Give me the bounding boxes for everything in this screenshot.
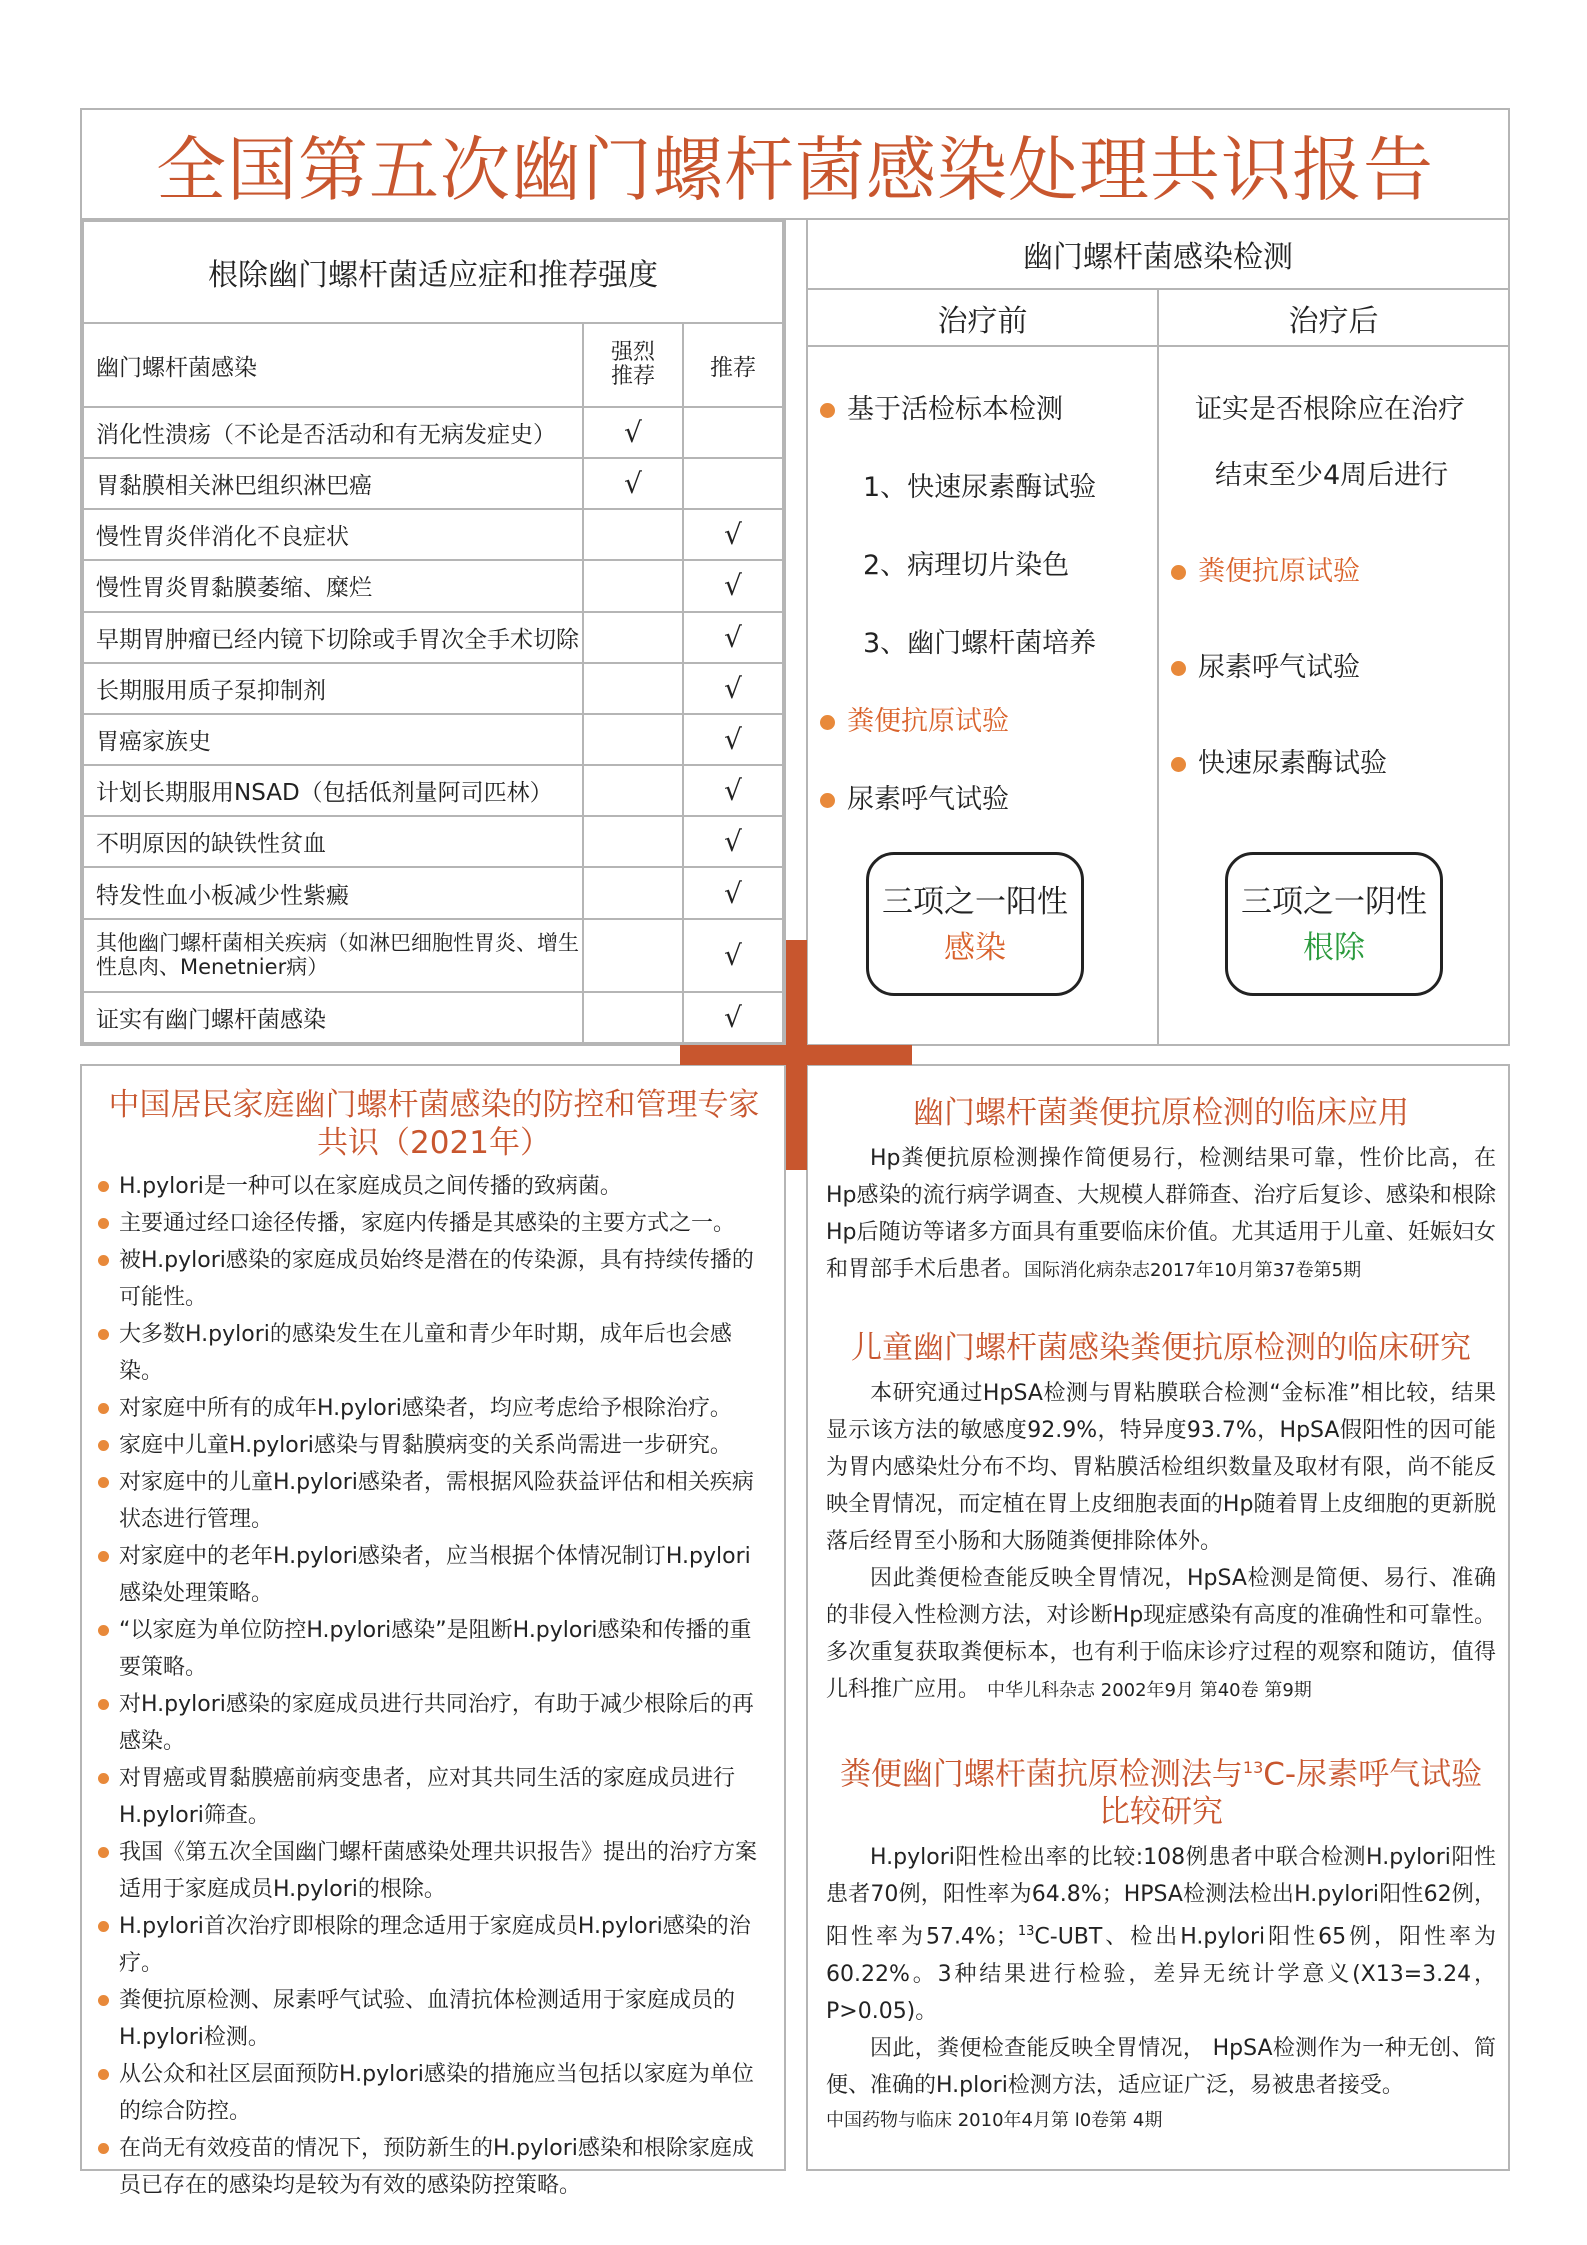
- result-positive-box: 三项之一阳性 感染: [866, 852, 1084, 996]
- list-item: 粪便抗原试验: [1171, 549, 1360, 588]
- after-treatment-header: 治疗后: [1288, 303, 1379, 339]
- col-header-name: 幽门螺杆菌感染: [83, 323, 583, 406]
- strong-check: [583, 714, 683, 765]
- article-title: 儿童幽门螺杆菌感染粪便抗原检测的临床研究: [851, 1330, 1471, 1366]
- list-item: 从公众和社区层面预防H.pylori感染的措施应当包括以家庭为单位的综合防控。: [98, 2056, 770, 2130]
- citation: 中华儿科杂志 2002年9月 第40卷 第9期: [987, 1680, 1312, 1701]
- rec-check: √: [683, 867, 783, 918]
- strong-check: √: [583, 407, 683, 458]
- indication-name: 计划长期服用NSAD（包括低剂量阿司匹林）: [83, 765, 583, 816]
- article-title: 幽门螺杆菌粪便抗原检测的临床应用: [913, 1095, 1409, 1131]
- bullet-icon: [98, 2069, 109, 2080]
- list-item: 快速尿素酶试验: [1171, 741, 1387, 780]
- detection-panel: [806, 218, 1510, 1046]
- bullet-icon: [98, 2143, 109, 2154]
- bullet-icon: [98, 1699, 109, 1710]
- bullet-icon: [98, 1995, 109, 2006]
- bullet-icon: [98, 1329, 109, 1340]
- bullet-icon: [1171, 565, 1186, 580]
- indication-name: 特发性血小板减少性紫癜: [83, 867, 583, 918]
- strong-check: [583, 612, 683, 663]
- list-item: 家庭中儿童H.pylori感染与胃黏膜病变的关系尚需进一步研究。: [98, 1427, 770, 1464]
- article-paragraph: 因此粪便检查能反映全胃情况，HpSA检测是简便、易行、准确的非侵入性检测方法，对诊断Hp现症感染有高度的准确性和可靠性。多次重复获取粪便标本，也有利于临床诊疗过程的观察和随访，值得儿科推广应用。: [826, 1566, 1496, 1702]
- list-item: 1、快速尿素酶试验: [863, 472, 1097, 503]
- list-item: H.pylori是一种可以在家庭成员之间传播的致病菌。: [98, 1168, 770, 1205]
- indication-name: 早期胃肿瘤已经内镜下切除或手胃次全手术切除: [83, 612, 583, 663]
- rec-check: √: [683, 765, 783, 816]
- article-title: 粪便幽门螺杆菌抗原检测法与$^{13}$C-尿素呼气试验比较研究: [839, 1756, 1483, 1831]
- strong-check: √: [583, 458, 683, 509]
- list-item: 对家庭中所有的成年H.pylori感染者，均应考虑给予根除治疗。: [98, 1390, 770, 1427]
- indications-heading: 根除幽门螺杆菌适应症和推荐强度: [83, 221, 783, 323]
- indication-name: 不明原因的缺铁性贫血: [83, 816, 583, 867]
- bullet-icon: [1171, 661, 1186, 676]
- list-item: H.pylori首次治疗即根除的理念适用于家庭成员H.pylori感染的治疗。: [98, 1908, 770, 1982]
- bullet-icon: [98, 1440, 109, 1451]
- result-negative-box: 三项之一阴性 根除: [1225, 852, 1443, 996]
- rec-check: √: [683, 560, 783, 611]
- list-item: 被H.pylori感染的家庭成员始终是潜在的传染源，具有持续传播的可能性。: [98, 1242, 770, 1316]
- bullet-icon: [98, 1921, 109, 1932]
- strong-check: [583, 765, 683, 816]
- note-text: 证实是否根除应在治疗: [1195, 394, 1465, 425]
- strong-check: [583, 509, 683, 560]
- before-column: [808, 347, 1159, 1044]
- bullet-icon: [98, 1403, 109, 1414]
- list-item: 3、幽门螺杆菌培养: [863, 628, 1097, 659]
- rec-check: √: [683, 509, 783, 560]
- family-consensus-panel: [80, 1064, 786, 2198]
- citation: 国际消化病杂志2017年10月第37卷第5期: [1024, 1260, 1362, 1281]
- article-paragraph: 因此，粪便检查能反映全胃情况， HpSA检测作为一种无创、简便、准确的H.plori检测方法，适应证广泛，易被患者接受。: [826, 2035, 1496, 2098]
- rec-check: √: [683, 816, 783, 867]
- after-column: [1159, 347, 1508, 1044]
- indication-name: 慢性胃炎胃黏膜萎缩、糜烂: [83, 560, 583, 611]
- citation: 中国药物与临床 2010年4月第 l0卷第 4期: [826, 2109, 1163, 2131]
- rec-check: √: [683, 919, 783, 992]
- title-box: [80, 108, 1510, 220]
- bullet-icon: [98, 1181, 109, 1192]
- list-item: 粪便抗原试验: [820, 699, 1009, 738]
- indication-name: 胃癌家族史: [83, 714, 583, 765]
- bullet-icon: [98, 1773, 109, 1784]
- table-row: [83, 765, 783, 816]
- indication-name: 其他幽门螺杆菌相关疾病（如淋巴细胞性胃炎、增生性息肉、Menetnier病）: [83, 919, 583, 992]
- bullet-icon: [98, 1625, 109, 1636]
- list-item: 在尚无有效疫苗的情况下，预防新生的H.pylori感染和根除家庭成员已存在的感染均是较为有效的感染防控策略。: [98, 2130, 770, 2204]
- list-item: 基于活检标本检测: [820, 387, 1063, 426]
- strong-check: [583, 663, 683, 714]
- bullet-icon: [98, 1551, 109, 1562]
- list-item: 对家庭中的老年H.pylori感染者，应当根据个体情况制订H.pylori感染处理策略。: [98, 1538, 770, 1612]
- rec-check: [683, 458, 783, 509]
- table-row: [83, 919, 783, 992]
- table-row: [83, 509, 783, 560]
- strong-check: [583, 992, 683, 1043]
- rec-check: √: [683, 612, 783, 663]
- list-item: 主要通过经口途径传播，家庭内传播是其感染的主要方式之一。: [98, 1205, 770, 1242]
- indication-name: 慢性胃炎伴消化不良症状: [83, 509, 583, 560]
- table-row: [83, 867, 783, 918]
- articles-panel: [806, 1064, 1510, 2171]
- table-row: [83, 714, 783, 765]
- list-item: 尿素呼气试验: [1171, 645, 1360, 684]
- strong-check: [583, 560, 683, 611]
- rec-check: √: [683, 992, 783, 1043]
- bullet-icon: [820, 403, 835, 418]
- indication-name: 长期服用质子泵抑制剂: [83, 663, 583, 714]
- indication-name: 证实有幽门螺杆菌感染: [83, 992, 583, 1043]
- table-row: [83, 816, 783, 867]
- detection-heading: 幽门螺杆菌感染检测: [808, 220, 1508, 290]
- table-row: [83, 663, 783, 714]
- article-paragraph: Hp粪便抗原检测操作简便易行，检测结果可靠，性价比高，在Hp感染的流行病学调查、大规模人群筛查、治疗后复诊、感染和根除Hp后随访等诸多方面具有重要临床价值。尤其适用于儿童、妊娠妇女和胃部手术后患者。: [826, 1146, 1496, 1282]
- bullet-icon: [820, 793, 835, 808]
- before-treatment-header: 治疗前: [808, 290, 1159, 345]
- list-item: 对H.pylori感染的家庭成员进行共同治疗，有助于减少根除后的再感染。: [98, 1686, 770, 1760]
- table-row: [83, 992, 783, 1043]
- rec-check: √: [683, 714, 783, 765]
- strong-check: [583, 867, 683, 918]
- indication-name: 胃黏膜相关淋巴组织淋巴癌: [83, 458, 583, 509]
- list-item: 我国《第五次全国幽门螺杆菌感染处理共识报告》提出的治疗方案适用于家庭成员H.pylori的根除。: [98, 1834, 770, 1908]
- bullet-icon: [98, 1255, 109, 1266]
- article-paragraph: 本研究通过HpSA检测与胃粘膜联合检测“金标准”相比较，结果显示该方法的敏感度92.9%，特异度93.7%，HpSA假阳性的因可能为胃内感染灶分布不均、胃粘膜活检组织数量及取材有限，尚不能反映全胃情况，而定植在胃上皮细胞表面的Hp随着胃上皮细胞的更新脱落后经胃至小肠和大肠随粪便排除体外。: [826, 1381, 1496, 1554]
- col-header-rec: 推荐: [683, 323, 783, 406]
- article-paragraph: H.pylori阳性检出率的比较:108例患者中联合检测H.pylori阳性患者70例，阳性率为64.8%；HPSA检测法检出H.pylori阳性62例，阳性率为57.4%；$^{13}$C-UBT、检出H.pylori阳性65例，阳性率为60.22%。3种结果进行检验，差异无统计学意义(X13=3.24，P>0.05)。: [826, 1845, 1497, 2024]
- list-item: 尿素呼气试验: [820, 777, 1009, 816]
- table-row: [83, 612, 783, 663]
- cross-decoration-vertical: [786, 940, 807, 1170]
- list-item: 粪便抗原检测、尿素呼气试验、血清抗体检测适用于家庭成员的H.pylori检测。: [98, 1982, 770, 2056]
- table-row: [83, 458, 783, 509]
- strong-check: [583, 919, 683, 992]
- rec-check: [683, 407, 783, 458]
- table-row: [83, 560, 783, 611]
- family-title: 中国居民家庭幽门螺杆菌感染的防控和管理专家共识（2021年）: [108, 1087, 760, 1161]
- table-row: [83, 407, 783, 458]
- indication-name: 消化性溃疡（不论是否活动和有无病发症史）: [83, 407, 583, 458]
- bullet-icon: [1171, 757, 1186, 772]
- bullet-icon: [98, 1477, 109, 1488]
- list-item: 对胃癌或胃黏膜癌前病变患者，应对其共同生活的家庭成员进行H.pylori筛查。: [98, 1760, 770, 1834]
- bullet-icon: [98, 1847, 109, 1858]
- strong-check: [583, 816, 683, 867]
- rec-check: √: [683, 663, 783, 714]
- note-text: 结束至少4周后进行: [1215, 460, 1449, 491]
- list-item: 大多数H.pylori的感染发生在儿童和青少年时期，成年后也会感染。: [98, 1316, 770, 1390]
- bullet-icon: [820, 715, 835, 730]
- indications-table: [80, 218, 786, 1046]
- bullet-icon: [98, 1218, 109, 1229]
- list-item: 对家庭中的儿童H.pylori感染者，需根据风险获益评估和相关疾病状态进行管理。: [98, 1464, 770, 1538]
- list-item: “以家庭为单位防控H.pylori感染”是阻断H.pylori感染和传播的重要策略。: [98, 1612, 770, 1686]
- page-title: 全国第五次幽门螺杆菌感染处理共识报告: [156, 128, 1434, 211]
- col-header-strong: 强烈推荐: [583, 323, 683, 406]
- list-item: 2、病理切片染色: [863, 550, 1070, 581]
